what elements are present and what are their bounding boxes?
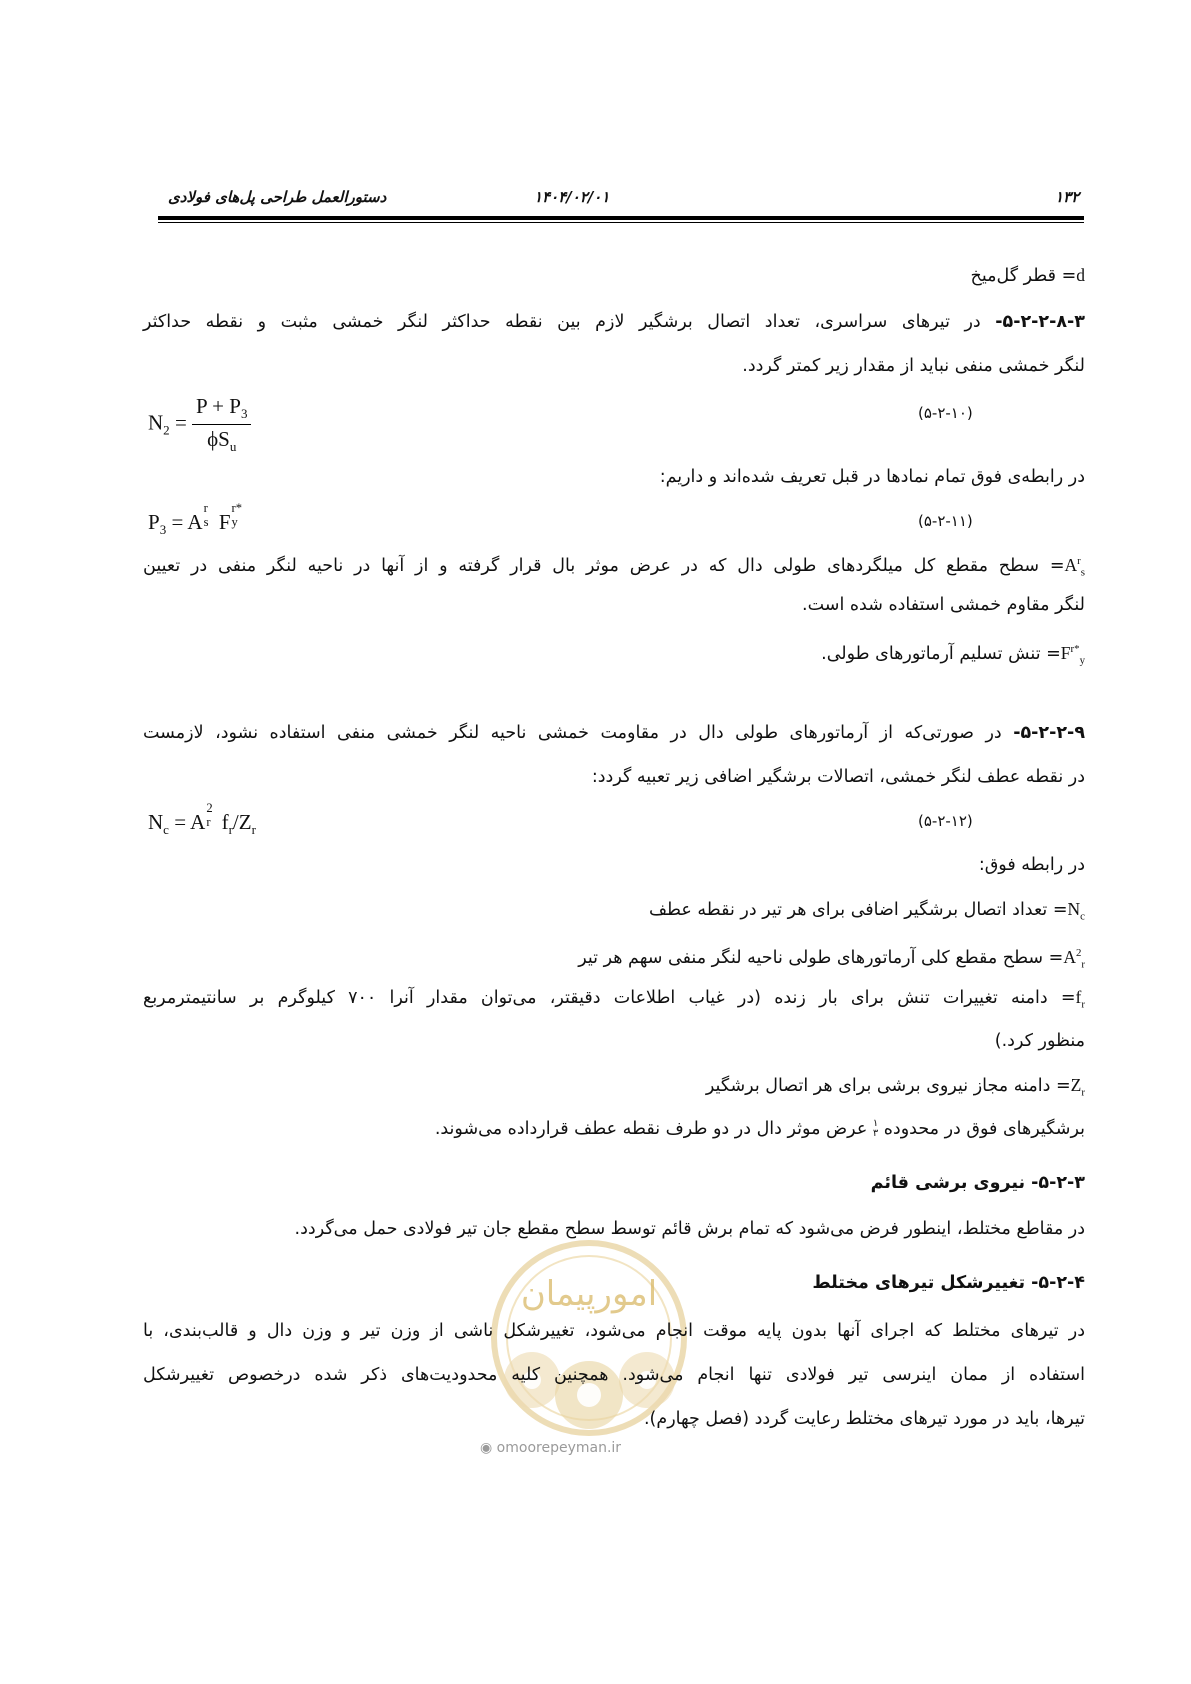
def-Ar: $A^2_r=$ سطح مقطع کلی آرماتورهای طولی ناحیه لنگر منفی سهم هر تیر	[578, 946, 1085, 971]
def-As-line1: $A^r_s=$ سطح مقطع کل میلگردهای طولی دال که در عرض موثر بال قرار گرفته و از آنها در ناحیه لنگر منفی در تعیین	[143, 554, 1085, 579]
symbol-fr: $f_r$	[1075, 987, 1085, 1011]
watermark-logo-text: امورپیمان	[520, 1274, 658, 1314]
symbol-Zr: $Z_r$	[1070, 1075, 1085, 1099]
watermark-url: ◉ omoorepeyman.ir	[480, 1440, 622, 1456]
section-5-2-3-text: در مقاطع مختلط، اینطور فرض می‌شود که تمام برش قائم توسط سطح مقطع جان تیر فولادی حمل می‌گردد.	[294, 1219, 1085, 1239]
page-number: ۱۳۲	[1055, 188, 1080, 206]
def-fr-line2: منظور کرد.)	[994, 1031, 1085, 1051]
section-5-2-4-line3: تیرها، باید در مورد تیرهای مختلط رعایت گردد (فصل چهارم).	[643, 1409, 1085, 1429]
section-5-2-2-9-line1: ۵-۲-۲-۹- در صورتی‌که از آرماتورهای طولی دال در مقاومت خمشی ناحیه لنگر خمشی منفی استفاده نشود، لازمست	[143, 723, 1085, 743]
equation-10-number: (۵-۲-۱۰)	[918, 404, 973, 422]
section-5-2-2-8-3-line1: ۵-۲-۲-۸-۳- در تیرهای سراسری، تعداد اتصال برشگیر لازم بین نقطه حداکثر لنگر خمشی مثبت و نقطه حداکثر	[143, 312, 1085, 332]
def-Zr: $Z_r=$ دامنه مجاز نیروی برشی برای هر اتصال برشگیر	[705, 1075, 1085, 1099]
section-5-2-4-line2: استفاده از ممان اینرسی تیر فولادی تنها انجام می‌شود. همچنین کلیه محدودیت‌های ذکر شده درخصوص تغییرشکل	[143, 1365, 1085, 1385]
placement-text: برشگیرهای فوق در محدوده ۱ ۳ عرض موثر دال در دو طرف نقطه عطف قرارداده می‌شوند.	[434, 1118, 1085, 1139]
equation-10: $N_2$ = $\frac{P + P_3}{\phi S_u}$	[148, 394, 251, 455]
intro-eq12: در رابطه فوق:	[978, 855, 1085, 875]
section-5-2-2-8-3-line2: لنگر خمشی منفی نباید از مقدار زیر کمتر گردد.	[742, 356, 1085, 376]
section-number: ۵-۲-۲-۸-۳-	[995, 312, 1085, 332]
symbol-d: d	[1076, 265, 1085, 285]
symbol-As: $A^r_s$	[1064, 554, 1085, 579]
intro-eq11: در رابطه‌ی فوق تمام نمادها در قبل تعریف شده‌اند و داریم:	[659, 467, 1085, 487]
def-As-line2: لنگر مقاوم خمشی استفاده شده است.	[802, 595, 1085, 615]
def-d: d= قطر گل‌میخ	[970, 265, 1085, 286]
header-date: ۱۴۰۴/۰۲/۰۱	[534, 188, 610, 206]
header-rule-thick	[158, 216, 1084, 220]
section-5-2-3-heading: ۵-۲-۳- نیروی برشی قائم	[870, 1173, 1085, 1193]
equation-12: $N_c = A$ 2 r $f_r/Z_r$	[148, 801, 256, 838]
one-third-fraction: ۱ ۳	[872, 1118, 879, 1139]
header-rule-thin	[158, 222, 1084, 223]
def-Nc: $N_c=$ تعداد اتصال برشگیر اضافی برای هر تیر در نقطه عطف	[648, 899, 1085, 923]
section-5-2-4-heading: ۵-۲-۴- تغییرشکل تیرهای مختلط	[812, 1273, 1085, 1293]
def-fr-line1: $f_r=$ دامنه تغییرات تنش برای بار زنده (در غیاب اطلاعات دقیقتر، می‌توان مقدار آنرا ۷۰۰ کیلوگرم بر سانتیمترمربع	[143, 987, 1085, 1011]
def-Fy: $F^{r*}_y=$ تنش تسلیم آرماتورهای طولی.	[821, 642, 1085, 667]
equation-11-number: (۵-۲-۱۱)	[918, 512, 973, 530]
symbol-Fy: $F^{r*}_y$	[1060, 642, 1085, 667]
equation-11: $P_3 = A$ r s F r* y	[148, 501, 242, 538]
section-5-2-2-9-line2: در نقطه عطف لنگر خمشی، اتصالات برشگیر اضافی زیر تعبیه گردد:	[591, 767, 1085, 787]
symbol-Nc: $N_c$	[1067, 899, 1085, 923]
header-title: دستورالعمل طراحی پل‌های فولادی	[168, 188, 387, 206]
section-5-2-4-line1: در تیرهای مختلط که اجرای آنها بدون پایه موقت انجام می‌شود، تغییرشکل ناشی از وزن تیر و وزن دال و قالب‌بندی، با	[143, 1321, 1085, 1341]
equation-12-number: (۵-۲-۱۲)	[918, 812, 973, 830]
symbol-Ar: $A^2_r$	[1063, 946, 1085, 971]
section-number: ۵-۲-۲-۹-	[1013, 723, 1085, 743]
